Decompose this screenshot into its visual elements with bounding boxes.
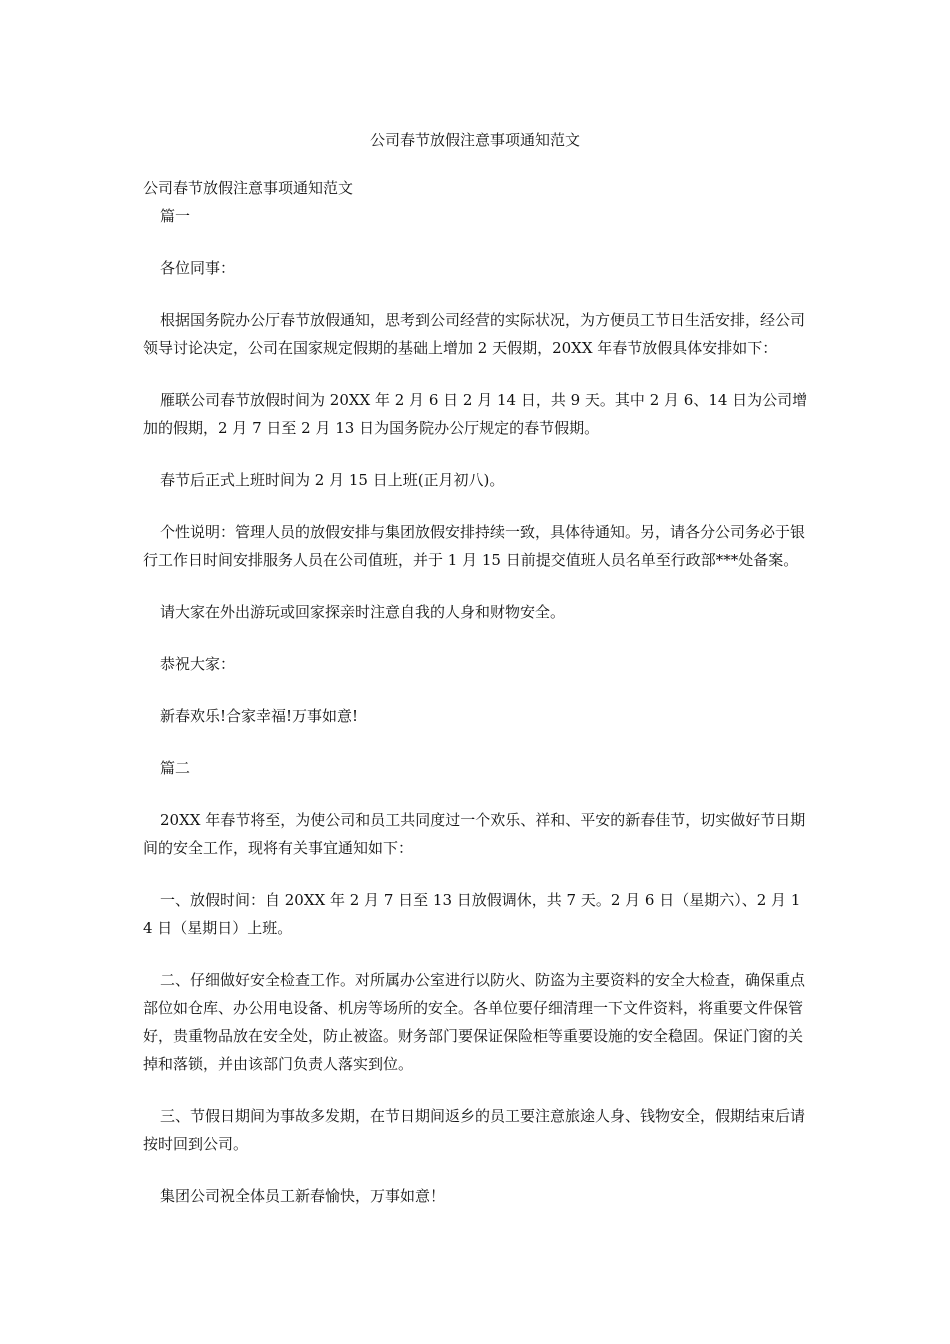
paragraph: 春节后正式上班时间为 2 月 15 日上班(正月初八)。 xyxy=(160,471,505,489)
paragraph: 20XX 年春节将至，为使公司和员工共同度过一个欢乐、祥和、平安的新春佳节，切实做好节日期间的安全工作，现将有关事宜通知如下： xyxy=(143,811,806,857)
salutation: 各位同事： xyxy=(160,259,236,277)
paragraph: 个性说明：管理人员的放假安排与集团放假安排持续一致，具体待通知。另，请各分公司务必于银行工作日时间安排服务人员在公司值班，并于 1 月 15 日前提交值班人员名单至行政部***处备案。 xyxy=(143,523,806,569)
document-body xyxy=(143,174,808,1210)
paragraph: 根据国务院办公厅春节放假通知，思考到公司经营的实际状况，为方便员工节日生活安排，经公司领导讨论决定，公司在国家规定假期的基础上增加 2 天假期，20XX 年春节放假具体安排如下： xyxy=(143,311,806,357)
document-heading: 公司春节放假注意事项通知范文 xyxy=(143,179,354,197)
section-label-two: 篇二 xyxy=(160,759,191,777)
closing: 集团公司祝全体员工新春愉快，万事如意！ xyxy=(160,1187,446,1205)
paragraph: 雁联公司春节放假时间为 20XX 年 2 月 6 日 2 月 14 日，共 9 天。其中 2 月 6、14 日为公司增加的假期，2 月 7 日至 2 月 13 日为国务院办公厅规定的春节假期。 xyxy=(143,391,808,437)
section-label-one: 篇一 xyxy=(160,207,191,225)
paragraph: 三、节假日期间为事故多发期，在节日期间返乡的员工要注意旅途人身、钱物安全，假期结束后请按时回到公司。 xyxy=(143,1107,806,1153)
paragraph: 二、仔细做好安全检查工作。对所属办公室进行以防火、防盗为主要资料的安全大检查，确保重点部位如仓库、办公用电设备、机房等场所的安全。各单位要仔细清理一下文件资料，将重要文件保管好，贵重物品放在安全处，防止被盗。财务部门要保证保险柜等重要设施的安全稳固。保证门窗的关掉和落锁，并由该部门负责人落实到位。 xyxy=(143,971,806,1073)
wishes: 新春欢乐!合家幸福!万事如意! xyxy=(160,707,359,725)
greeting: 恭祝大家： xyxy=(160,655,236,673)
paragraph: 一、放假时间：自 20XX 年 2 月 7 日至 13 日放假调休，共 7 天。2 月 6 日（星期六）、2 月 14 日（星期日）上班。 xyxy=(143,891,801,937)
paragraph: 请大家在外出游玩或回家探亲时注意自我的人身和财物安全。 xyxy=(160,603,566,621)
document-title: 公司春节放假注意事项通知范文 xyxy=(369,131,580,149)
